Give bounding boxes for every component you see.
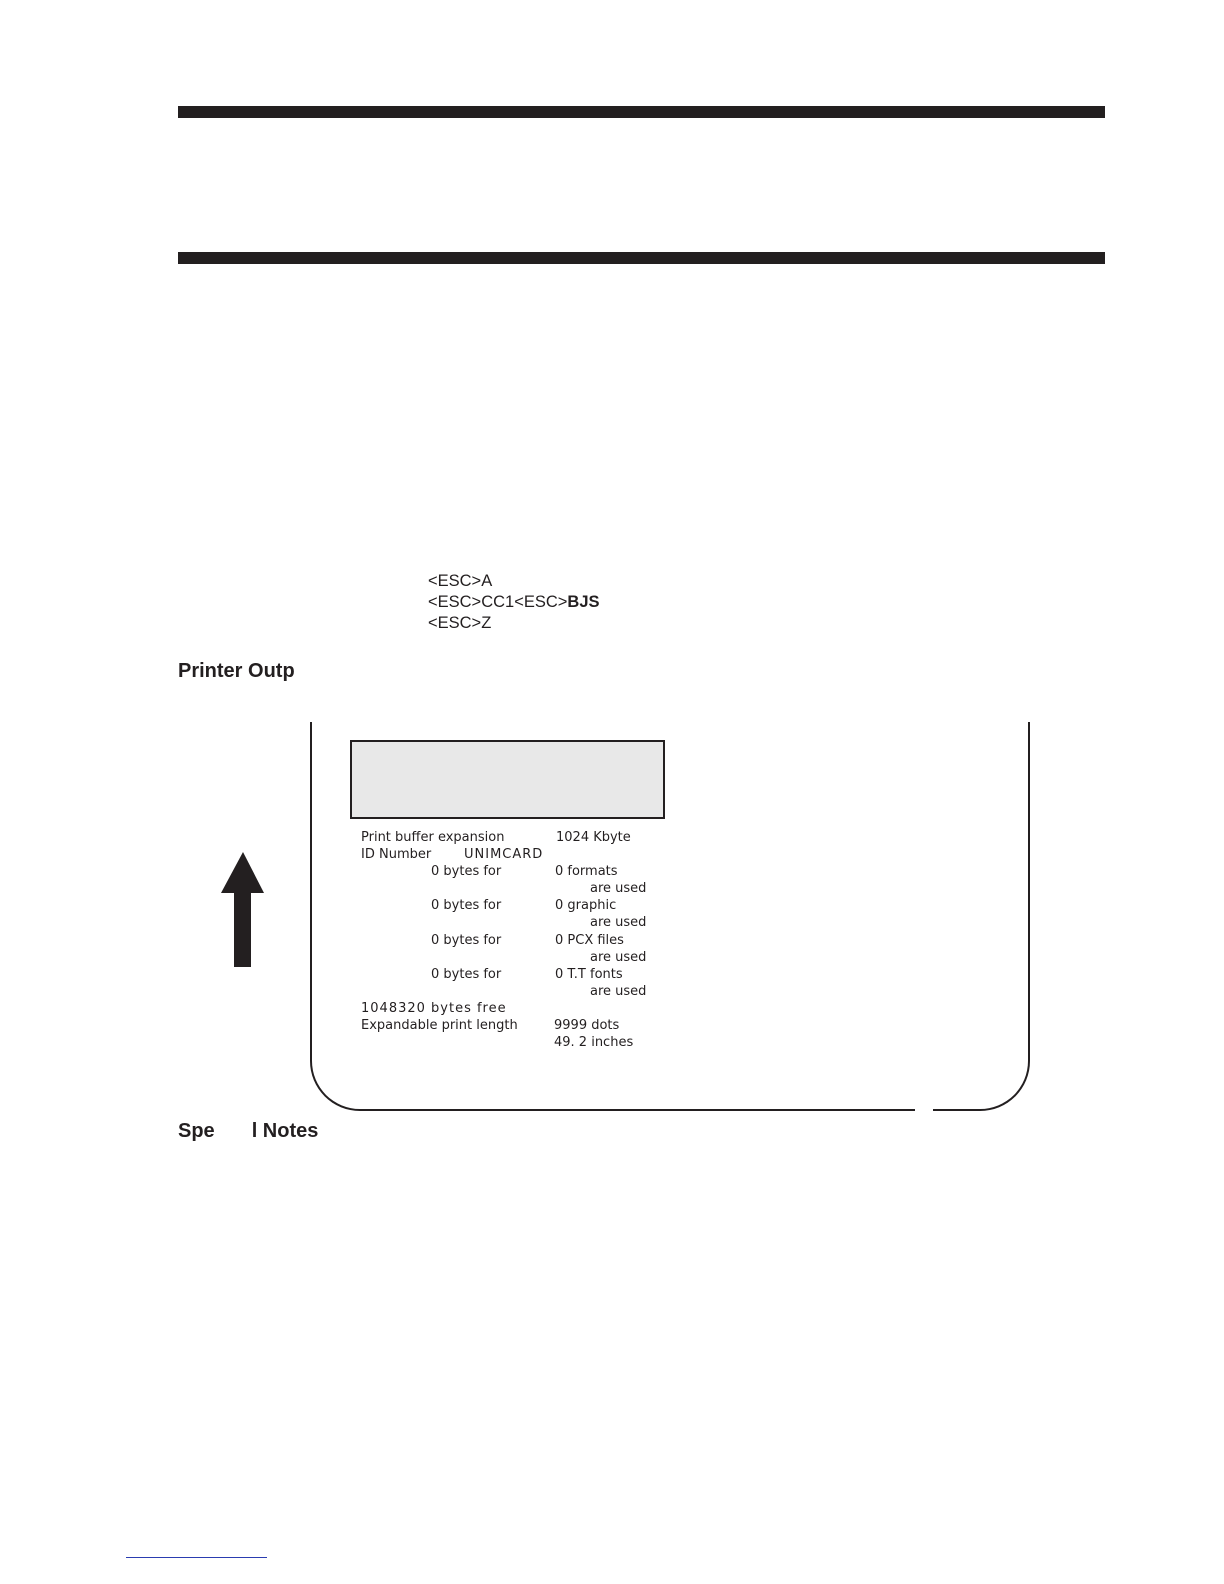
printout-row [361,914,647,931]
printout-row [361,1017,620,1034]
printout-row [361,966,623,983]
printout-row [361,932,624,949]
heading-text: l Notes [251,1120,319,1142]
usage-suffix: are used [590,949,647,965]
command-text: <ESC>A [428,572,493,590]
printout-row [361,1034,634,1051]
footnote-rule [126,1557,267,1558]
printout-row [361,983,647,1000]
usage-count: 0 T.T fonts [555,966,623,982]
printer-output-text [361,829,647,1051]
usage-bytes: 0 bytes for [431,898,502,914]
usage-suffix: are used [590,881,647,897]
printout-row [361,880,647,897]
label-blank-field [350,740,665,819]
command-example [428,571,600,634]
command-text: <ESC>CC1<ESC> [428,593,568,611]
up-arrow-icon [221,852,265,975]
printer-output-heading [178,660,295,683]
usage-suffix: are used [590,915,647,931]
usage-count: 0 formats [555,864,618,880]
usage-bytes: 0 bytes for [431,864,502,880]
free-bytes: 1048320 bytes free [361,1000,507,1016]
printout-row [361,846,544,863]
printout-row [361,829,631,846]
command-line [428,613,600,634]
expandable-dots: 9999 dots [554,1018,620,1034]
expandable-label: Expandable print length [361,1018,518,1034]
special-notes-heading [178,1120,318,1143]
heading-text: Printer Outp [178,660,295,682]
card-edge-gap [915,1105,933,1113]
usage-count: 0 PCX files [555,932,624,948]
command-text: <ESC>Z [428,614,492,632]
command-line [428,571,600,592]
id-value: UNIMCARD [464,847,544,863]
expandable-inches: 49. 2 inches [554,1035,634,1051]
printout-row [361,863,618,880]
command-bold-text: BJS [567,593,600,611]
id-label: ID Number [361,847,432,863]
printout-row [361,897,617,914]
printout-row [361,949,647,966]
top-heading-rule [178,106,1105,118]
command-line [428,592,600,613]
usage-bytes: 0 bytes for [431,966,502,982]
heading-text: Spe [178,1120,215,1142]
buffer-label: Print buffer expansion [361,830,505,845]
usage-count: 0 graphic [555,898,617,914]
usage-suffix: are used [590,983,647,999]
printout-row [361,1000,507,1017]
bottom-heading-rule [178,252,1105,264]
usage-bytes: 0 bytes for [431,932,502,948]
buffer-value: 1024 Kbyte [556,830,631,845]
